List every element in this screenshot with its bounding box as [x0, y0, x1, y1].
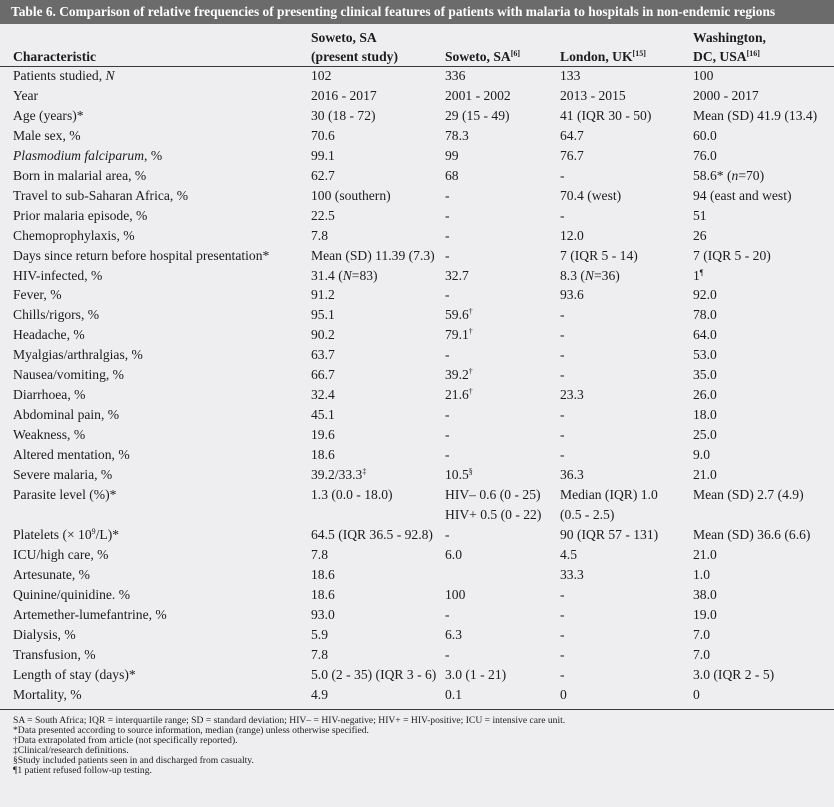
cell-soweto-ref6: -	[445, 447, 450, 462]
cell-soweto-present: 45.1	[311, 407, 335, 423]
cell-london: 76.7	[560, 147, 584, 163]
cell-washington: 35.0	[693, 367, 717, 383]
table-row	[0, 325, 834, 345]
cell-soweto-ref6: HIV– 0.6 (0 - 25) HIV+ 0.5 (0 - 22)	[445, 486, 542, 522]
cell-washington: 2000 - 2017	[693, 88, 759, 103]
cell-characteristic: Prior malaria episode, %	[13, 207, 148, 223]
table-row	[0, 625, 834, 645]
cell-characteristic: Artesunate, %	[13, 566, 91, 582]
table-row	[0, 525, 834, 545]
cell-soweto-ref6: 21.6†	[445, 387, 473, 403]
cell-characteristic: Headache, %	[13, 327, 85, 343]
cell-london: -	[560, 407, 565, 423]
cell-london: 33.3	[560, 566, 584, 582]
cell-soweto-present: 63.7	[311, 347, 335, 363]
cell-characteristic: Abdominal pain, %	[13, 407, 120, 423]
cell-washington: 0	[693, 686, 700, 702]
cell-characteristic: Patients studied, N	[13, 68, 115, 83]
cell-soweto-ref6: -	[445, 427, 450, 443]
cell-london: -	[560, 646, 565, 662]
cell-soweto-present: 4.9	[311, 686, 328, 702]
cell-london: 93.6	[560, 287, 584, 303]
cell-london: -	[560, 447, 565, 462]
cell-london: 0	[560, 686, 567, 702]
cell-washington: 58.6* (n=70)	[693, 167, 765, 183]
cell-characteristic: Length of stay (days)*	[13, 666, 136, 682]
cell-soweto-ref6: 59.6†	[445, 307, 473, 323]
cell-soweto-ref6: 100	[445, 586, 466, 602]
cell-washington: 92.0	[693, 287, 717, 303]
table-row	[0, 405, 834, 425]
cell-london: -	[560, 666, 565, 682]
cell-characteristic: ICU/high care, %	[13, 546, 109, 562]
cell-soweto-present: 7.8	[311, 227, 328, 243]
cell-washington: 94 (east and west)	[693, 187, 792, 203]
cell-characteristic: Male sex, %	[13, 127, 81, 143]
cell-characteristic: Mortality, %	[13, 686, 82, 702]
table-row	[0, 565, 834, 585]
cell-washington: 78.0	[693, 307, 717, 323]
cell-washington: 1¶	[693, 267, 704, 283]
cell-soweto-ref6: -	[445, 347, 450, 363]
cell-london: 8.3 (N=36)	[560, 267, 620, 283]
cell-characteristic: Travel to sub-Saharan Africa, %	[13, 187, 189, 203]
cell-soweto-present: 7.8	[311, 546, 328, 562]
cell-london: -	[560, 327, 565, 343]
cell-washington: 53.0	[693, 347, 717, 363]
cell-london: 64.7	[560, 127, 584, 143]
table-row	[0, 365, 834, 385]
table-row	[0, 285, 834, 305]
table-row	[0, 445, 834, 465]
header-soweto-present-line2: (present study)	[311, 49, 398, 64]
cell-soweto-present: 102	[311, 68, 332, 83]
cell-soweto-present: 64.5 (IQR 36.5 - 92.8)	[311, 526, 433, 542]
cell-characteristic: Age (years)*	[13, 107, 84, 123]
cell-soweto-present: 18.6	[311, 447, 335, 462]
cell-soweto-present: 32.4	[311, 387, 335, 403]
cell-soweto-present: 62.7	[311, 167, 335, 183]
cell-characteristic: Weakness, %	[13, 427, 86, 443]
table-row	[0, 545, 834, 565]
cell-soweto-present: 31.4 (N=83)	[311, 267, 378, 283]
cell-london: 2013 - 2015	[560, 88, 626, 103]
cell-london: 23.3	[560, 387, 584, 403]
cell-characteristic: Born in malarial area, %	[13, 167, 147, 183]
cell-soweto-ref6: 0.1	[445, 686, 462, 702]
cell-characteristic: Dialysis, %	[13, 626, 76, 642]
table-caption: Table 6. Comparison of relative frequencies of presenting clinical features of patients with malaria to hospitals in non-endemic regions	[0, 0, 834, 24]
table-row	[0, 86, 834, 106]
cell-london: -	[560, 347, 565, 363]
cell-washington: 1.0	[693, 566, 710, 582]
cell-washington: 7.0	[693, 626, 710, 642]
cell-soweto-present: 39.2/33.3‡	[311, 467, 367, 482]
cell-soweto-present: 90.2	[311, 327, 335, 343]
header-washington-line2: DC, USA[16]	[693, 49, 760, 64]
cell-washington: 7 (IQR 5 - 20)	[693, 247, 771, 263]
cell-washington: 7.0	[693, 646, 710, 662]
cell-soweto-ref6: 10.5§	[445, 467, 473, 482]
cell-soweto-present: 95.1	[311, 307, 335, 323]
table-row	[0, 665, 834, 685]
cell-washington: 21.0	[693, 546, 717, 562]
cell-soweto-ref6: -	[445, 407, 450, 423]
cell-soweto-present: 22.5	[311, 207, 335, 223]
table-row	[0, 385, 834, 405]
table-row	[0, 226, 834, 246]
cell-london: 36.3	[560, 467, 584, 482]
cell-soweto-present: 93.0	[311, 606, 335, 622]
header-washington-line1: Washington,	[693, 30, 766, 45]
header-soweto-ref6: Soweto, SA[6]	[445, 49, 521, 64]
cell-soweto-present: 5.9	[311, 626, 328, 642]
cell-london: 4.5	[560, 546, 577, 562]
footnotes	[13, 716, 565, 776]
cell-london: 70.4 (west)	[560, 187, 622, 203]
cell-soweto-present: 66.7	[311, 367, 335, 383]
table-row	[0, 605, 834, 625]
cell-characteristic: Quinine/quinidine. %	[13, 586, 131, 602]
cell-characteristic: Artemether-lumefantrine, %	[13, 606, 167, 622]
cell-washington: 64.0	[693, 327, 717, 343]
cell-soweto-present: 100 (southern)	[311, 187, 391, 203]
cell-characteristic: Chemoprophylaxis, %	[13, 227, 135, 243]
cell-soweto-ref6: 2001 - 2002	[445, 88, 511, 103]
table-row	[0, 585, 834, 605]
table-row	[0, 66, 834, 86]
header-characteristic: Characteristic	[13, 49, 97, 64]
cell-soweto-ref6: 3.0 (1 - 21)	[445, 666, 507, 682]
cell-soweto-present: 70.6	[311, 127, 335, 143]
cell-washington: Mean (SD) 41.9 (13.4)	[693, 107, 818, 123]
cell-characteristic: Nausea/vomiting, %	[13, 367, 124, 383]
cell-soweto-ref6: 29 (15 - 49)	[445, 107, 510, 123]
cell-washington: Mean (SD) 2.7 (4.9)	[693, 486, 804, 502]
cell-london: 7 (IQR 5 - 14)	[560, 247, 638, 263]
cell-london: -	[560, 626, 565, 642]
cell-characteristic: Severe malaria, %	[13, 467, 113, 482]
cell-washington: 21.0	[693, 467, 717, 482]
cell-london: 133	[560, 68, 581, 83]
cell-soweto-ref6: -	[445, 247, 450, 263]
table-row	[0, 685, 834, 705]
cell-washington: 18.0	[693, 407, 717, 423]
cell-soweto-ref6: 79.1†	[445, 327, 473, 343]
footnote: *Data presented according to source information, median (range) unless otherwise specified.	[13, 725, 369, 736]
cell-soweto-ref6: -	[445, 646, 450, 662]
cell-characteristic: Year	[13, 88, 39, 103]
cell-soweto-ref6: -	[445, 187, 450, 203]
cell-washington: 19.0	[693, 606, 717, 622]
cell-washington: 25.0	[693, 427, 717, 443]
cell-london: -	[560, 427, 565, 443]
cell-london: -	[560, 307, 565, 323]
cell-soweto-ref6: 6.3	[445, 626, 462, 642]
footnote: §Study included patients seen in and discharged from casualty.	[13, 755, 254, 766]
table-row	[0, 645, 834, 665]
table-row	[0, 266, 834, 286]
cell-soweto-ref6: -	[445, 287, 450, 303]
table-row	[0, 345, 834, 365]
footnote: †Data extrapolated from article (not specifically reported).	[13, 735, 238, 746]
table-row	[0, 106, 834, 126]
table-header	[0, 26, 834, 70]
cell-soweto-ref6: 336	[445, 68, 466, 83]
cell-washington: 26.0	[693, 387, 717, 403]
cell-soweto-ref6: 32.7	[445, 267, 469, 283]
cell-london: -	[560, 586, 565, 602]
cell-characteristic: Parasite level (%)*	[13, 486, 117, 502]
cell-washington: 26	[693, 227, 707, 243]
cell-characteristic: Chills/rigors, %	[13, 307, 100, 323]
header-soweto-present-line1: Soweto, SA	[311, 30, 377, 45]
cell-soweto-ref6: -	[445, 207, 450, 223]
table-row	[0, 305, 834, 325]
cell-characteristic: Fever, %	[13, 287, 62, 303]
cell-washington: Mean (SD) 36.6 (6.6)	[693, 526, 811, 542]
cell-soweto-ref6: -	[445, 606, 450, 622]
cell-characteristic: Myalgias/arthralgias, %	[13, 347, 143, 363]
table-row	[0, 166, 834, 186]
cell-soweto-present: 1.3 (0.0 - 18.0)	[311, 486, 393, 502]
cell-soweto-present: 91.2	[311, 287, 335, 303]
cell-london: Median (IQR) 1.0 (0.5 - 2.5)	[560, 486, 658, 522]
cell-washington: 100	[693, 68, 714, 83]
cell-london: 12.0	[560, 227, 584, 243]
cell-washington: 38.0	[693, 586, 717, 602]
cell-soweto-present: 19.6	[311, 427, 335, 443]
cell-soweto-ref6: -	[445, 526, 450, 542]
header-london: London, UK[15]	[560, 49, 646, 64]
cell-soweto-present: 5.0 (2 - 35) (IQR 3 - 6)	[311, 666, 437, 682]
cell-washington: 3.0 (IQR 2 - 5)	[693, 666, 775, 682]
cell-soweto-present: 7.8	[311, 646, 328, 662]
cell-london: 41 (IQR 30 - 50)	[560, 107, 652, 123]
cell-soweto-ref6: -	[445, 227, 450, 243]
cell-characteristic: Altered mentation, %	[13, 447, 130, 462]
cell-soweto-present: 2016 - 2017	[311, 88, 377, 103]
cell-london: -	[560, 606, 565, 622]
table-row	[0, 126, 834, 146]
cell-london: -	[560, 367, 565, 383]
cell-soweto-present: 18.6	[311, 586, 335, 602]
cell-soweto-present: 30 (18 - 72)	[311, 107, 376, 123]
table-row	[0, 246, 834, 266]
cell-characteristic: Diarrhoea, %	[13, 387, 86, 403]
cell-characteristic: Days since return before hospital presentation*	[13, 247, 270, 263]
table-row	[0, 485, 834, 525]
cell-washington: 76.0	[693, 147, 717, 163]
footnote: ¶1 patient refused follow-up testing.	[13, 765, 152, 776]
cell-soweto-ref6: 6.0	[445, 546, 462, 562]
cell-soweto-present: 18.6	[311, 566, 335, 582]
cell-soweto-present: Mean (SD) 11.39 (7.3)	[311, 247, 435, 263]
table-row	[0, 425, 834, 445]
cell-london: -	[560, 167, 565, 183]
footnote: SA = South Africa; IQR = interquartile range; SD = standard deviation; HIV– = HIV-negative; HIV+ = HIV-positive; ICU = intensive care unit.	[13, 715, 566, 726]
table-row	[0, 206, 834, 226]
cell-london: 90 (IQR 57 - 131)	[560, 526, 659, 542]
cell-london: -	[560, 207, 565, 223]
table-bottom-rule	[0, 709, 834, 710]
cell-characteristic: Plasmodium falciparum, %	[13, 147, 163, 163]
cell-soweto-ref6: 39.2†	[445, 367, 473, 383]
cell-soweto-ref6: 68	[445, 167, 459, 183]
cell-soweto-ref6: 99	[445, 147, 459, 163]
table-row	[0, 146, 834, 166]
cell-characteristic: Platelets (× $10^9/L)*$	[13, 526, 120, 542]
table-row	[0, 465, 834, 485]
cell-soweto-present: 99.1	[311, 147, 335, 163]
cell-soweto-ref6: 78.3	[445, 127, 469, 143]
footnote: ‡Clinical/research definitions.	[13, 745, 129, 756]
table-row	[0, 186, 834, 206]
cell-washington: 51	[693, 207, 707, 223]
cell-washington: 9.0	[693, 447, 710, 462]
cell-characteristic: HIV-infected, %	[13, 267, 103, 283]
cell-washington: 60.0	[693, 127, 717, 143]
cell-characteristic: Transfusion, %	[13, 646, 96, 662]
